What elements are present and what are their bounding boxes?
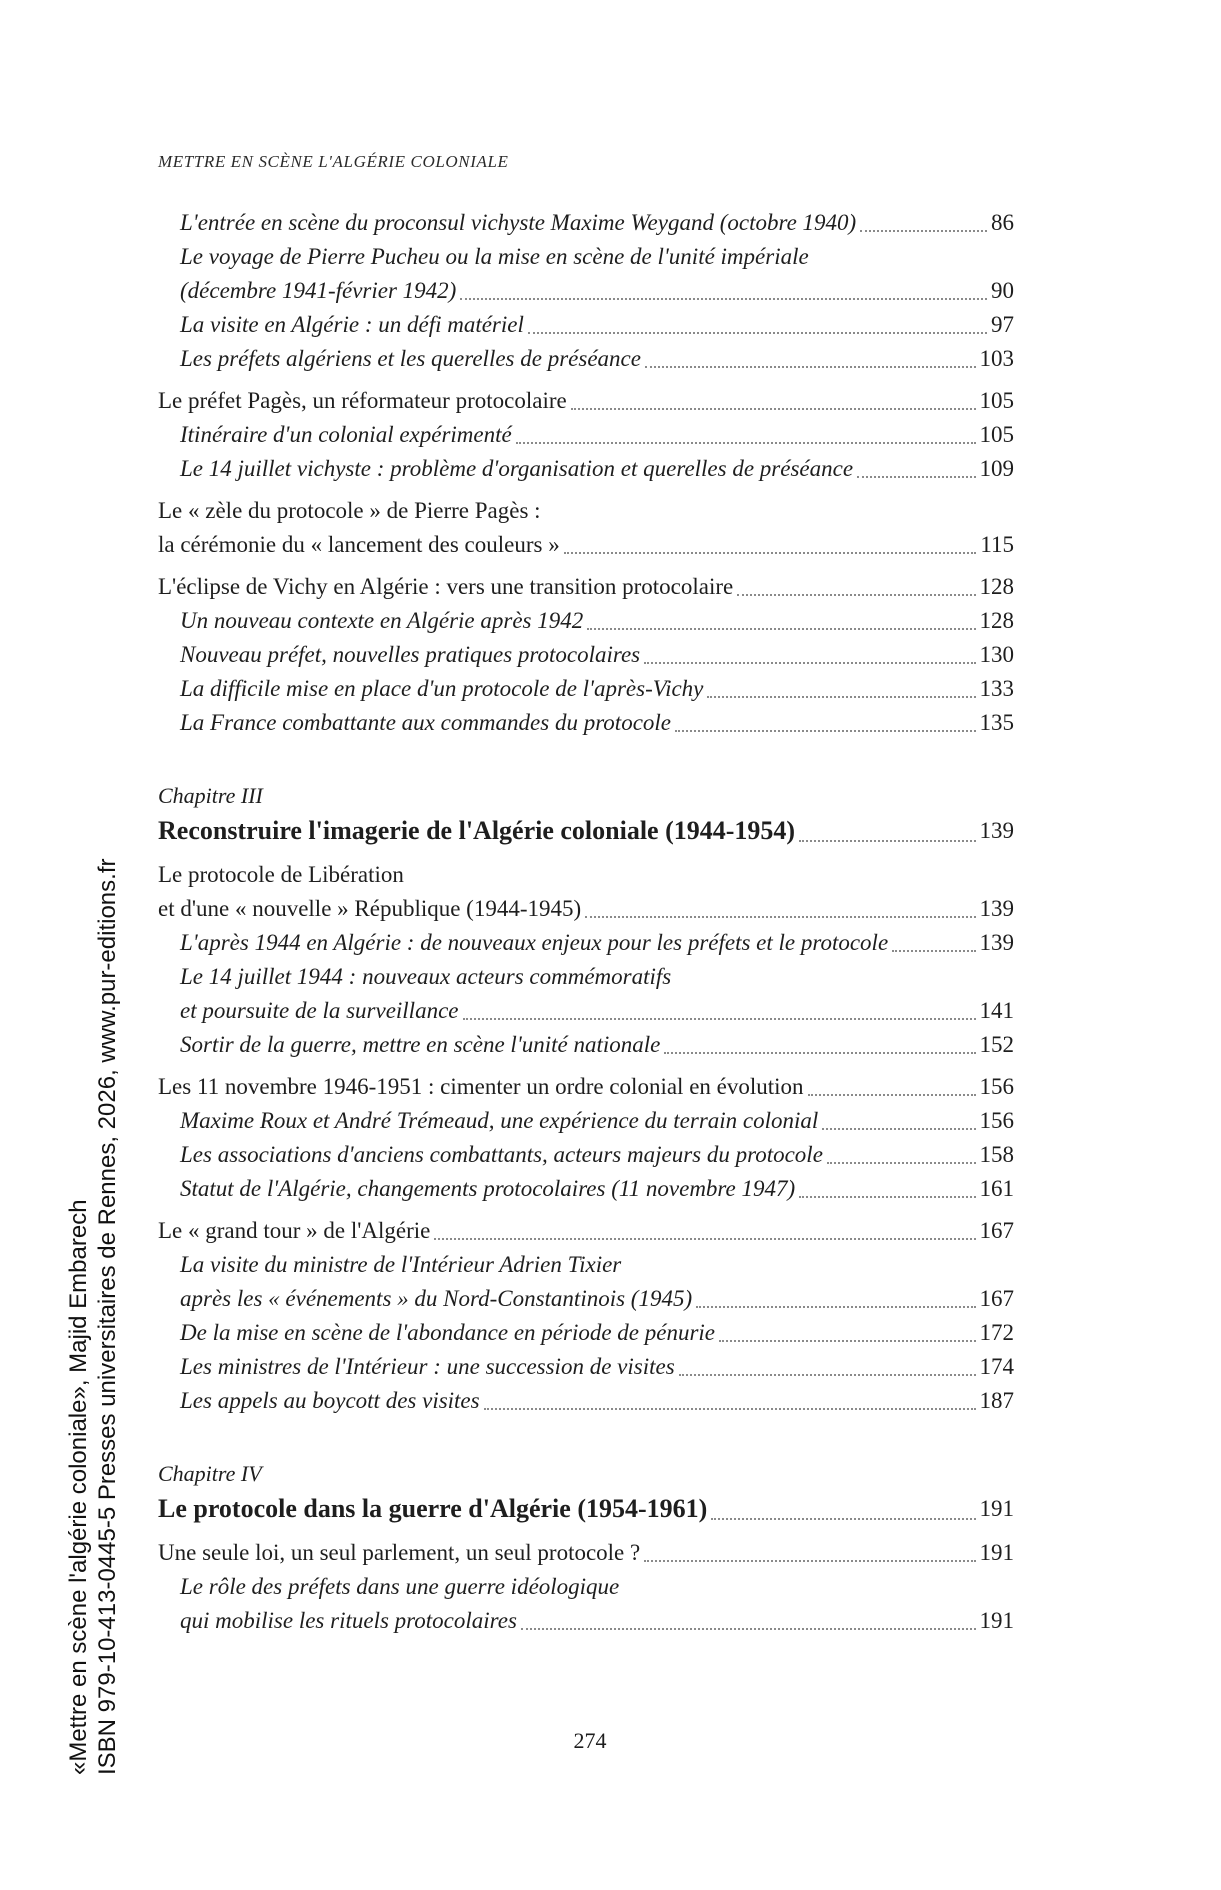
- toc-page-number: 128: [979, 574, 1014, 599]
- toc-entry-title: la cérémonie du « lancement des couleurs »: [158, 532, 560, 557]
- toc-entry-title: Le préfet Pagès, un réformateur protocolaire: [158, 388, 567, 413]
- section-entry[interactable]: [158, 384, 1014, 418]
- toc-entry-title: L'éclipse de Vichy en Algérie : vers une transition protocolaire: [158, 574, 734, 599]
- subsection-entry[interactable]: [158, 342, 1014, 376]
- toc-entry-title: De la mise en scène de l'abondance en période de pénurie: [180, 1320, 716, 1345]
- dot-leader: [528, 331, 987, 334]
- toc-entry-title: et poursuite de la surveillance: [180, 998, 459, 1023]
- dot-leader: [799, 1195, 975, 1198]
- dot-leader: [860, 229, 987, 232]
- toc-entry-line: La visite du ministre de l'Intérieur Adrien Tixier: [180, 1252, 622, 1277]
- toc-page-number: 97: [991, 312, 1014, 337]
- subsection-entry[interactable]: [158, 1028, 1014, 1062]
- toc-page-number: 167: [979, 1218, 1014, 1243]
- toc-page-number: 191: [979, 1608, 1014, 1633]
- toc-entry-title: Itinéraire d'un colonial expérimenté: [180, 422, 512, 447]
- toc-page-number: 172: [979, 1320, 1014, 1345]
- dot-leader: [434, 1237, 975, 1240]
- toc-entry-title: Les appels au boycott des visites: [180, 1388, 480, 1413]
- toc-page-number: 156: [979, 1074, 1014, 1099]
- toc-entry-title: La difficile mise en place d'un protocole de l'après-Vichy: [180, 676, 704, 701]
- toc-entry-title: Statut de l'Algérie, changements protocolaires (11 novembre 1947): [180, 1176, 796, 1201]
- toc-page-number: 128: [979, 608, 1014, 633]
- toc-page-number: 152: [979, 1032, 1014, 1057]
- dot-leader: [822, 1127, 975, 1130]
- subsection-entry[interactable]: [158, 1316, 1014, 1350]
- subsection-entry[interactable]: [158, 672, 1014, 706]
- chapter-label: Chapitre IV: [158, 1461, 262, 1486]
- page-number: 274: [573, 1728, 607, 1753]
- section-entry[interactable]: [158, 1536, 1014, 1570]
- section-entry[interactable]: [158, 892, 1014, 926]
- toc-page-number: 105: [979, 388, 1014, 413]
- toc-entry-title: L'entrée en scène du proconsul vichyste Maxime Weygand (octobre 1940): [180, 210, 857, 235]
- dot-leader: [571, 407, 976, 410]
- toc-entry-title: Un nouveau contexte en Algérie après 1942: [180, 608, 584, 633]
- side-note-line-1: «Mettre en scène l'algérie coloniale», Majid Embarech: [65, 1199, 92, 1775]
- dot-leader: [484, 1407, 976, 1410]
- dot-leader: [585, 915, 975, 918]
- subsection-entry[interactable]: [158, 1104, 1014, 1138]
- toc-entry-title: Sortir de la guerre, mettre en scène l'unité nationale: [180, 1032, 661, 1057]
- section-entry[interactable]: [158, 528, 1014, 562]
- subsection-entry[interactable]: [158, 706, 1014, 740]
- dot-leader: [799, 839, 975, 842]
- chapter-label: Chapitre III: [158, 783, 263, 808]
- toc-entry-line: Le protocole de Libération: [158, 862, 404, 887]
- side-note: [64, 775, 122, 1775]
- subsection-entry[interactable]: [158, 1350, 1014, 1384]
- dot-leader: [857, 475, 975, 478]
- toc-page-number: 156: [979, 1108, 1014, 1133]
- subsection-entry[interactable]: [158, 1172, 1014, 1206]
- toc-entry-title: Nouveau préfet, nouvelles pratiques protocolaires: [180, 642, 641, 667]
- subsection-entry[interactable]: [158, 1384, 1014, 1418]
- toc-entry-line: Le 14 juillet 1944 : nouveaux acteurs commémoratifs: [180, 964, 672, 989]
- subsection-entry[interactable]: [158, 926, 1014, 960]
- toc-entry-title: La visite en Algérie : un défi matériel: [180, 312, 524, 337]
- toc-entry-title: Les 11 novembre 1946-1951 : cimenter un ordre colonial en évolution: [158, 1074, 804, 1099]
- dot-leader: [645, 365, 976, 368]
- toc-page-number: 158: [979, 1142, 1014, 1167]
- dot-leader: [707, 695, 975, 698]
- section-entry[interactable]: [158, 1214, 1014, 1248]
- toc-entry-title: Les ministres de l'Intérieur : une succession de visites: [180, 1354, 675, 1379]
- running-head: METTRE EN SCÈNE L'ALGÉRIE COLONIALE: [158, 152, 509, 171]
- toc-page-number: 141: [979, 998, 1014, 1023]
- subsection-entry[interactable]: [158, 452, 1014, 486]
- toc-entry-title: et d'une « nouvelle » République (1944-1945): [158, 896, 582, 921]
- toc-entry-line: Le « zèle du protocole » de Pierre Pagès :: [158, 498, 541, 523]
- toc-page-number: 105: [979, 422, 1014, 447]
- toc-entry-title: Les préfets algériens et les querelles de préséance: [180, 346, 641, 371]
- subsection-entry[interactable]: [158, 274, 1014, 308]
- dot-leader: [675, 729, 976, 732]
- dot-leader: [564, 551, 977, 554]
- dot-leader: [644, 1559, 975, 1562]
- subsection-entry[interactable]: [158, 994, 1014, 1028]
- toc-entry-title: Reconstruire l'imagerie de l'Algérie coloniale (1944-1954): [158, 816, 796, 845]
- toc-page-number: 109: [979, 456, 1014, 481]
- toc-entry-title: après les « événements » du Nord-Constantinois (1945): [180, 1286, 693, 1311]
- dot-leader: [664, 1051, 975, 1054]
- toc-entry-line: Le rôle des préfets dans une guerre idéologique: [180, 1574, 620, 1599]
- toc-entry-title: Le « grand tour » de l'Algérie: [158, 1218, 431, 1243]
- toc-entry-title: Une seule loi, un seul parlement, un seul protocole ?: [158, 1540, 641, 1565]
- subsection-entry[interactable]: [158, 1282, 1014, 1316]
- toc-entry-line: Le voyage de Pierre Pucheu ou la mise en scène de l'unité impériale: [180, 244, 809, 269]
- toc-entry-title: Maxime Roux et André Trémeaud, une expérience du terrain colonial: [180, 1108, 819, 1133]
- toc-entry-title: Le protocole dans la guerre d'Algérie (1954-1961): [158, 1494, 708, 1523]
- chapter-entry[interactable]: [158, 1490, 1014, 1528]
- toc-entry-title: (décembre 1941-février 1942): [180, 278, 457, 303]
- toc-page-number: 139: [979, 818, 1014, 843]
- toc-page-number: 103: [979, 346, 1014, 371]
- toc-page-number: 191: [979, 1496, 1014, 1521]
- subsection-entry[interactable]: [158, 1138, 1014, 1172]
- dot-leader: [679, 1373, 976, 1376]
- dot-leader: [827, 1161, 976, 1164]
- dot-leader: [892, 949, 975, 952]
- toc-page-number: 90: [991, 278, 1014, 303]
- subsection-entry[interactable]: [158, 604, 1014, 638]
- dot-leader: [808, 1093, 976, 1096]
- dot-leader: [460, 297, 987, 300]
- chapter-entry[interactable]: [158, 812, 1014, 850]
- toc-page-number: 187: [979, 1388, 1014, 1413]
- toc-page-number: 86: [991, 210, 1014, 235]
- toc-entry-title: qui mobilise les rituels protocolaires: [180, 1608, 517, 1633]
- subsection-entry[interactable]: [158, 418, 1014, 452]
- subsection-entry[interactable]: [158, 206, 1014, 240]
- toc-entry-title: Le 14 juillet vichyste : problème d'organisation et querelles de préséance: [180, 456, 854, 481]
- subsection-entry[interactable]: [158, 1604, 1014, 1638]
- dot-leader: [644, 661, 975, 664]
- dot-leader: [463, 1017, 976, 1020]
- dot-leader: [516, 441, 976, 444]
- toc-page-number: 191: [979, 1540, 1014, 1565]
- table-of-contents: [158, 206, 1014, 1638]
- dot-leader: [719, 1339, 975, 1342]
- toc-page-number: 115: [980, 532, 1014, 557]
- toc-page-number: 174: [979, 1354, 1014, 1379]
- dot-leader: [711, 1517, 975, 1520]
- toc-page-number: 161: [979, 1176, 1014, 1201]
- dot-leader: [521, 1627, 976, 1630]
- dot-leader: [737, 593, 975, 596]
- subsection-entry[interactable]: [158, 638, 1014, 672]
- toc-page-number: 167: [979, 1286, 1014, 1311]
- toc-page-number: 135: [979, 710, 1014, 735]
- toc-entry-title: L'après 1944 en Algérie : de nouveaux enjeux pour les préfets et le protocole: [180, 930, 889, 955]
- toc-entry-title: Les associations d'anciens combattants, acteurs majeurs du protocole: [180, 1142, 823, 1167]
- toc-page-number: 133: [979, 676, 1014, 701]
- dot-leader: [696, 1305, 975, 1308]
- toc-entry-title: La France combattante aux commandes du protocole: [180, 710, 671, 735]
- dot-leader: [587, 627, 975, 630]
- toc-page-number: 139: [979, 930, 1014, 955]
- side-note-line-2: ISBN 979-10-413-0445-5 Presses universitaires de Rennes, 2026, www.pur-editions.fr: [94, 858, 121, 1775]
- toc-page-number: 139: [979, 896, 1014, 921]
- toc-page-number: 130: [979, 642, 1014, 667]
- subsection-entry[interactable]: [158, 308, 1014, 342]
- section-entry[interactable]: [158, 570, 1014, 604]
- section-entry[interactable]: [158, 1070, 1014, 1104]
